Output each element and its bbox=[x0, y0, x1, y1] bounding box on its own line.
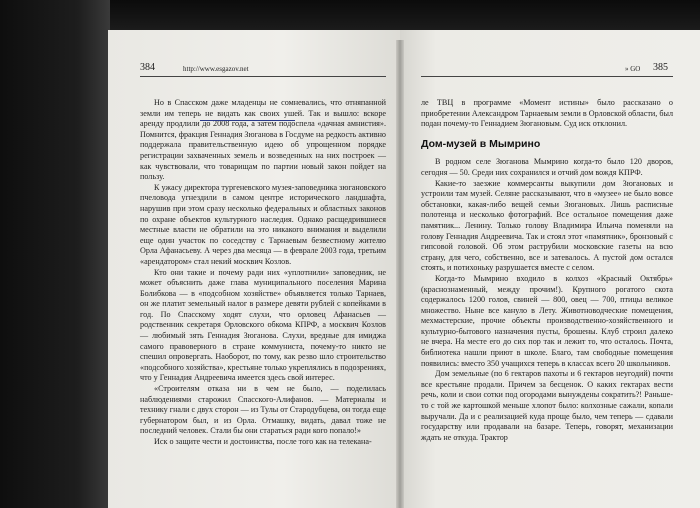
left-header-rule bbox=[140, 76, 386, 77]
paragraph: К ужасу директора тургеневского музея-заповедника зюгановского пчеловода угнездили в самом центре исторического ландшафта, нарушив при этом сразу несколько федеральных и областных законов по охране объектов культурного наследия. Однако расщедрившиеся местные власти не обратили на это никакого внимания и выделили еще один участок по соседству с Тарнаевым безвестному жителю Орла Афанасьеву. А через два месяца — в феврале 2003 года, третьим «арендатором» стал некий москвич Козлов. bbox=[140, 182, 386, 266]
right-page-text bbox=[421, 98, 673, 443]
paragraph: Иск о защите чести и достоинства, после того как на телекана- bbox=[154, 437, 372, 446]
paragraph: Но в Спасском даже младенцы не сомневались, что отняпанной земли им теперь не видать как своих ушей. Так и вышло: вскоре аренду продлили до 2008 года, а затем подоспела «дачная амнистия». Помнится, фракция Геннадия Зюганова в Госдуме на редкость активно поддержала правительственную идею об упрощенном порядке регистрации захваченных земель и возведенных на них построек — как чувствовали, что товарищам по партии новый закон пойдет на пользу. bbox=[140, 98, 386, 182]
paragraph: ле ТВЦ в программе «Момент истины» было рассказано о приобретении Александром Тарнаевым земли в Орловской области, был подан почему-то Геннадием Зюгановым. Суд иск отклонил. bbox=[421, 98, 673, 129]
paragraph: «Строителям отказа ни в чем не было, — поделилась наблюдениями старожил Спасского-Алифанов. — Материалы и технику гнали с двух сторон — из Тулы от Стародубцева, он тогда еще губернатором был, и из Орла. Отмашку, видать, давал тоже не последний человек. Стали бы они стараться ради кого попало!» bbox=[140, 384, 386, 436]
right-page-go-mark: » GO bbox=[625, 65, 641, 73]
paragraph: Какие-то заезжие коммерсанты выкупили дом Зюгановых и устроили там музей. Селяне рассказывают, что в «музее» не было вовсе обстановки, какая-либо вещей семьи Зюгановых. Лишь расписные полотенца и несколько фотографий. Все остальное помещения даже памятник... Ленину. Только голову Владимира Ильича поменяли на голову Геннадия Андреевича. Так и стоял этот «памятник», бронзовый с гипсовой головой. Об этом раструбили московские газеты на всю страну, для чего, собственно, все и затевалось. А пустой дом остался стоять, и потихоньку разрушается вместе с селом. bbox=[421, 178, 673, 273]
left-page-number: 384 bbox=[140, 62, 155, 73]
left-page-text bbox=[140, 98, 386, 448]
paragraph: Когда-то Мымрино входило в колхоз «Красный Октябрь» (краснознаменный, между прочим!). Крупного рогатого скота содержалось 1200 голов, свиней — 800, овец — 700, птицы великое множество. Ныне все кануло в Лету. Животноводческие помещения, мехмастерские, прочие объекты производственно-хозяйственного и культурно-бытового назначения пусты, брошены. Клуб строил далеко не вчера. На месте его до сих пор так и лежит то, что осталось. Почта, библиотека нашли приют в школе. Благо, там свободные помещения появились: вместо 350 учащихся теперь в классах всего 20 школьников. bbox=[421, 273, 673, 368]
paragraph: Кто они такие и почему ради них «уплотнили» заповедник, не может объяснить даже глава муниципального поселения Марина Болибкова — в «подсобном хозяйстве» объявляется только Тарнаев, он же платит земельный налог в размере девяти рублей с копейками в год. По Спасскому ходят слухи, что орловец Афанасьев — родственник секретаря Орловского обкома КПРФ, а москвич Козлов — любимый зять Геннадия Зюганова. Слухи, вредные для имиджа самого правоверного в стране коммуниста, почему-то никто не спешил опровергать. Наоборот, по тому, как резво шло строительство «подсобного хозяйства», крестьяне только укреплялись в подозрениях, что у Геннадия Андреевича имеется здесь свой интерес. bbox=[140, 267, 386, 383]
right-header-rule bbox=[421, 76, 673, 77]
book-spine bbox=[396, 40, 404, 508]
right-page-number: 385 bbox=[653, 62, 668, 73]
pen-underline-mark bbox=[200, 120, 295, 121]
paragraph: В родном селе Зюганова Мымрино когда-то было 120 дворов, сегодня — 50. Среди них сохранился и отчий дом вождя КПРФ. bbox=[421, 157, 673, 177]
paragraph: Дом земельные (по 6 гектаров пахоты и 6 гектаров неугодий) почти все крестьяне продали. Причем за бесценок. О каких гектарах вести речь, коли и свои сотки под огородами вынуждены сократить?! Раньше-то с той же картошкой меньше хлопот было: колхозные сажали, копали выручали. Да и с реализацией куда проще было, чем теперь — сдавали государству или продавали на базаре. Теперь, говорят, механизации ждать не откуда. Трактор bbox=[421, 369, 673, 442]
left-page-url: http://www.esgazov.net bbox=[183, 65, 249, 73]
section-heading: Дом-музей в Мымрино bbox=[421, 137, 541, 150]
scan-background-left bbox=[0, 0, 110, 508]
